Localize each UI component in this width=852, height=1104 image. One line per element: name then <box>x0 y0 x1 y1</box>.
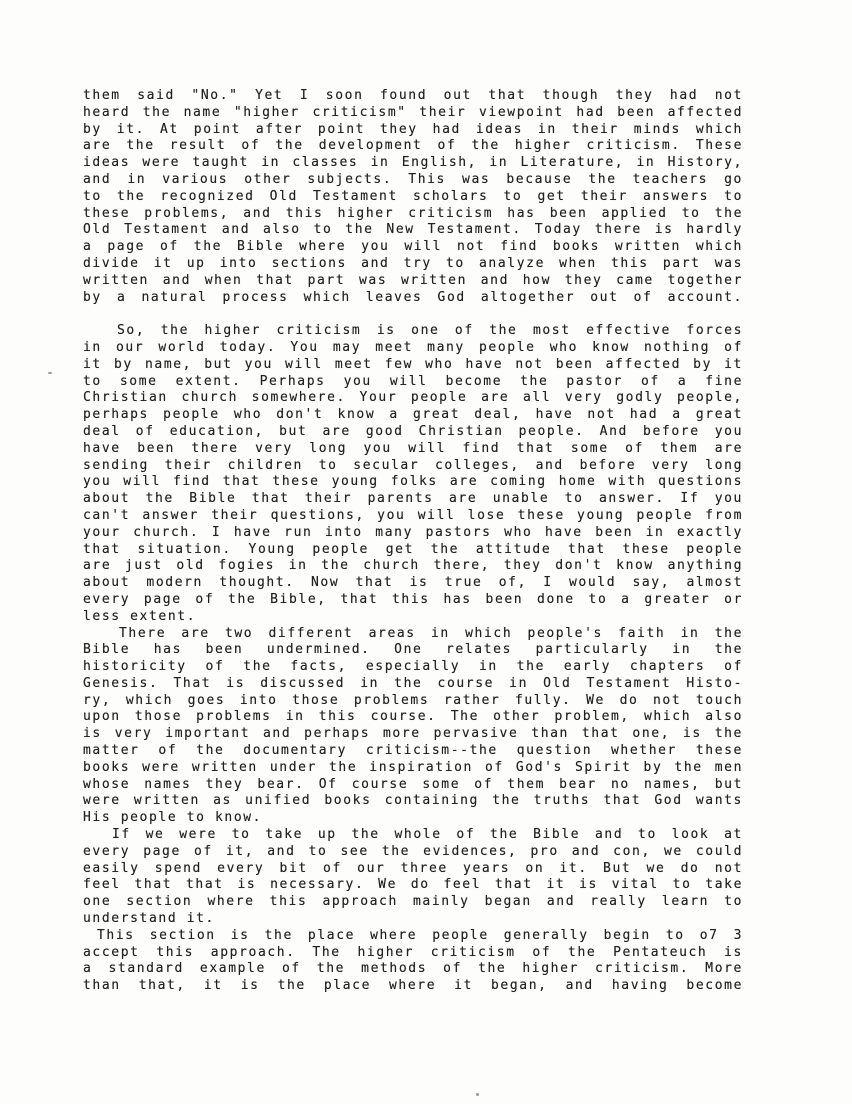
text-line: are just old fogies in the church there, they don't know anything <box>83 558 743 574</box>
text-line: about modern thought. Now that is true of, I would say, almost <box>83 575 743 591</box>
text-line: whose names they bear. Of course some of them bear no names, but <box>83 776 743 792</box>
text-line: Genesis. That is discussed in the course in Old Testament Histo- <box>83 675 743 691</box>
text-line: There are two different areas in which people's faith in the <box>119 625 743 641</box>
text-line: His people to know. <box>83 810 263 826</box>
scan-artifact <box>48 372 52 374</box>
paragraph <box>83 827 743 928</box>
text-line: that situation. Young people get the attitude that these people <box>83 541 743 557</box>
text-line: have been there very long you will find that some of them are <box>83 440 743 456</box>
text-line: a standard example of the methods of the higher criticism. More <box>83 961 743 977</box>
paragraph <box>83 88 743 306</box>
text-line: sending their children to secular colleges, and before very long <box>83 457 743 473</box>
text-line: than that, it is the place where it began, and having become <box>83 978 743 994</box>
text-line: This section is the place where people generally begin to o7 3 <box>97 927 743 943</box>
text-line: is very important and perhaps more pervasive than that one, is the <box>83 726 743 742</box>
text-line: were written as unified books containing the truths that God wants <box>83 793 743 809</box>
text-line: Bible has been undermined. One relates particularly in the <box>83 642 743 658</box>
text-line: Old Testament and also to the New Testament. Today there is hardly <box>83 222 743 238</box>
text-line: matter of the documentary criticism--the question whether these <box>83 743 743 759</box>
text-line: and in various other subjects. This was because the teachers go <box>83 171 743 187</box>
text-line: accept this approach. The higher criticism of the Pentateuch is <box>83 944 743 960</box>
text-line: them said "No." Yet I soon found out that though they had not <box>83 88 743 103</box>
text-line: deal of education, but are good Christian people. And before you <box>83 423 743 439</box>
text-line: you will find that these young folks are coming home with questions <box>83 474 743 490</box>
text-line: perhaps people who don't know a great deal, have not had a great <box>83 407 743 423</box>
text-line: books were written under the inspiration of God's Spirit by the men <box>83 759 743 775</box>
text-line: easily spend every bit of our three years on it. But we do not <box>83 860 743 876</box>
scan-artifact <box>476 1093 479 1096</box>
text-line: these problems, and this higher criticism has been applied to the <box>83 205 743 221</box>
paragraph <box>83 928 743 995</box>
text-line: divide it up into sections and try to analyze when this part was <box>83 255 743 271</box>
text-line: it by name, but you will meet few who have not been affected by it <box>83 356 743 372</box>
text-line: every page of the Bible, that this has been done to a greater or <box>83 591 743 607</box>
text-line: ry, which goes into those problems rather fully. We do not touch <box>83 692 743 708</box>
text-line: every page of it, and to see the evidences, pro and con, we could <box>83 843 743 859</box>
text-line: about the Bible that their parents are unable to answer. If you <box>83 491 743 507</box>
text-line: in our world today. You may meet many people who know nothing of <box>83 339 743 355</box>
text-line: by a natural process which leaves God altogether out of account. <box>83 289 743 305</box>
paragraph <box>83 626 743 828</box>
text-line: Christian church somewhere. Your people are all very godly people, <box>83 390 743 406</box>
text-line: less extent. <box>83 608 197 624</box>
text-line: your church. I have run into many pastors who have been in exactly <box>83 524 743 540</box>
text-line: one section where this approach mainly began and really learn to <box>83 894 743 910</box>
text-line: by it. At point after point they had ideas in their minds which <box>83 121 743 137</box>
text-line: feel that that is necessary. We do feel that it is vital to take <box>83 877 743 893</box>
text-block <box>83 88 743 995</box>
text-line: heard the name "higher criticism" their viewpoint had been affected <box>83 104 743 120</box>
text-line: So, the higher criticism is one of the most effective forces <box>117 323 743 339</box>
text-line: upon those problems in this course. The other problem, which also <box>83 709 743 725</box>
text-line: understand it. <box>83 911 215 927</box>
text-line: historicity of the facts, especially in the early chapters of <box>83 659 743 675</box>
text-line: a page of the Bible where you will not find books written which <box>83 239 743 255</box>
text-line: If we were to take up the whole of the Bible and to look at <box>112 827 743 843</box>
text-line: written and when that part was written and how they came together <box>83 272 743 288</box>
text-line: can't answer their questions, you will lose these young people from <box>83 507 743 523</box>
text-line: ideas were taught in classes in English, in Literature, in History, <box>83 155 743 171</box>
text-line: to some extent. Perhaps you will become the pastor of a fine <box>83 373 743 389</box>
text-line: to the recognized Old Testament scholars to get their answers to <box>83 188 743 204</box>
text-line: are the result of the development of the higher criticism. These <box>83 138 743 154</box>
paragraph <box>83 323 743 625</box>
